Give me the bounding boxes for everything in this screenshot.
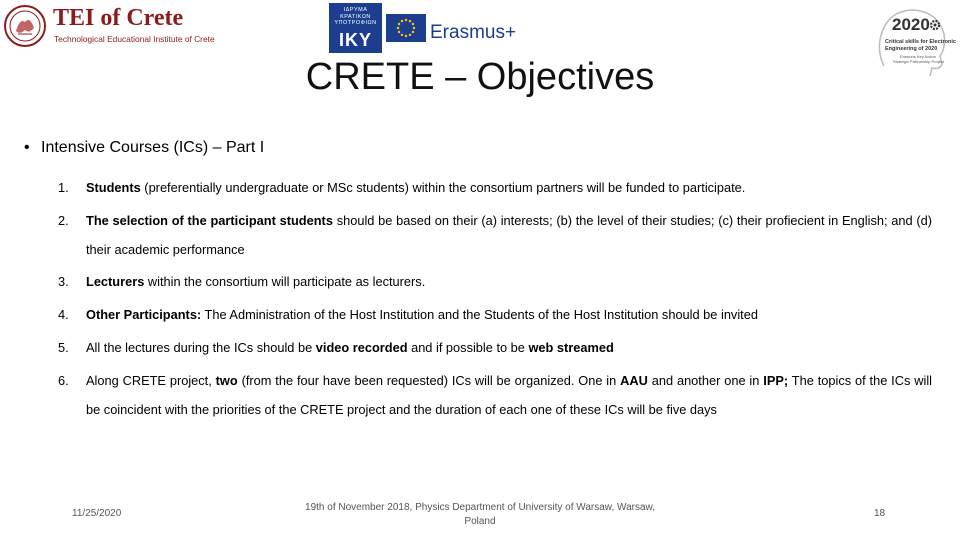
page-number: 18 bbox=[874, 508, 886, 519]
eu-flag-icon bbox=[386, 14, 426, 42]
tei-crete-logo bbox=[2, 4, 215, 48]
objective-emphasis: AAU bbox=[620, 372, 648, 388]
eu-star-icon bbox=[401, 34, 403, 36]
eu-star-icon bbox=[405, 19, 407, 21]
objective-emphasis: web streamed bbox=[528, 339, 614, 355]
gear-icon bbox=[928, 18, 942, 32]
objective-emphasis: video recorded bbox=[315, 339, 408, 355]
objective-number: 1. bbox=[58, 180, 69, 195]
objective-text: (preferentially undergraduate or MSc students) within the consortium partners will be funded to participate. bbox=[140, 180, 746, 195]
objective-item bbox=[58, 367, 932, 425]
objective-text: Along CRETE project, bbox=[86, 372, 216, 388]
objective-number: 3. bbox=[58, 274, 69, 290]
objectives-list bbox=[58, 174, 932, 424]
objective-item bbox=[58, 334, 932, 363]
eu-star-icon bbox=[397, 27, 399, 29]
objective-text: and another one in bbox=[647, 372, 764, 388]
objective-text: All the lectures during the ICs should be bbox=[86, 339, 316, 355]
objective-item bbox=[58, 207, 932, 265]
institution-subtitle: Technological Educational Institute of Crete bbox=[54, 34, 215, 44]
objective-text: (from the four have been requested) ICs will be organized. One in bbox=[237, 372, 621, 388]
section-heading bbox=[24, 139, 724, 157]
badge-year: 2020 bbox=[892, 15, 930, 34]
eu-star-icon bbox=[412, 31, 414, 33]
objective-emphasis: two bbox=[215, 372, 238, 388]
objective-number: 6. bbox=[58, 372, 69, 388]
objective-emphasis: IPP; bbox=[763, 372, 789, 388]
badge-line-3: Erasmus Key Action bbox=[900, 54, 936, 59]
badge-line-1: Critical skills for Electronic bbox=[885, 39, 956, 45]
objective-item bbox=[58, 268, 932, 297]
tei-seal-icon bbox=[2, 4, 48, 48]
objective-number: 2. bbox=[58, 212, 69, 228]
objective-text: should be based on their (a) interests; (b) the level of their studies; (c) their profiecient in English; and (d) their academic performance bbox=[86, 212, 933, 257]
eu-star-icon bbox=[412, 23, 414, 25]
objective-item bbox=[58, 301, 932, 330]
section-heading-text: Intensive Courses (ICs) – Part I bbox=[41, 139, 265, 156]
badge-line-2: Engineering of 2020 bbox=[885, 46, 938, 52]
slide-title: CRETE – Objectives bbox=[305, 56, 655, 98]
footer-date: 11/25/2020 bbox=[72, 508, 122, 519]
eu-star-icon bbox=[398, 23, 400, 25]
eu-star-icon bbox=[409, 20, 411, 22]
objective-emphasis: Other Participants: bbox=[86, 307, 202, 323]
objective-item bbox=[58, 174, 932, 203]
eu-star-icon bbox=[409, 34, 411, 36]
eu-star-icon bbox=[401, 20, 403, 22]
institution-name: TEI of Crete bbox=[53, 5, 184, 31]
objective-emphasis: Lecturers bbox=[86, 274, 145, 290]
eu-star-icon bbox=[398, 31, 400, 33]
badge-line-4: Strategic Partnership Project bbox=[893, 59, 944, 64]
iky-logo bbox=[329, 3, 382, 53]
objective-number: 5. bbox=[58, 339, 69, 355]
objective-emphasis: The selection of the participant students bbox=[86, 212, 333, 228]
erasmus-logo-text: Erasmus+ bbox=[430, 22, 517, 43]
objective-number: 4. bbox=[58, 307, 69, 323]
objective-text: The Administration of the Host Institution and the Students of the Host Institution should be invited bbox=[201, 307, 758, 323]
eu-star-icon bbox=[405, 35, 407, 37]
iky-small-text: ΙΔΡΥΜΑ ΚΡΑΤΙΚΩΝ ΥΠΟΤΡΟΦΙΩΝ bbox=[334, 7, 377, 26]
bullet-icon: • bbox=[24, 139, 30, 156]
footer-event: 19th of November 2018, Physics Department of University of Warsaw, Warsaw, Poland bbox=[305, 502, 655, 527]
objective-emphasis: Students bbox=[86, 180, 141, 195]
objective-text: The topics of the ICs will be coincident with the priorities of the CRETE project and the duration of each one of these ICs will be five days bbox=[86, 372, 933, 417]
iky-label: IKY bbox=[338, 30, 372, 50]
objective-text: and if possible to be bbox=[407, 339, 529, 355]
objective-text: within the consortium will participate as lecturers. bbox=[144, 274, 426, 290]
eu-star-icon bbox=[413, 27, 415, 29]
